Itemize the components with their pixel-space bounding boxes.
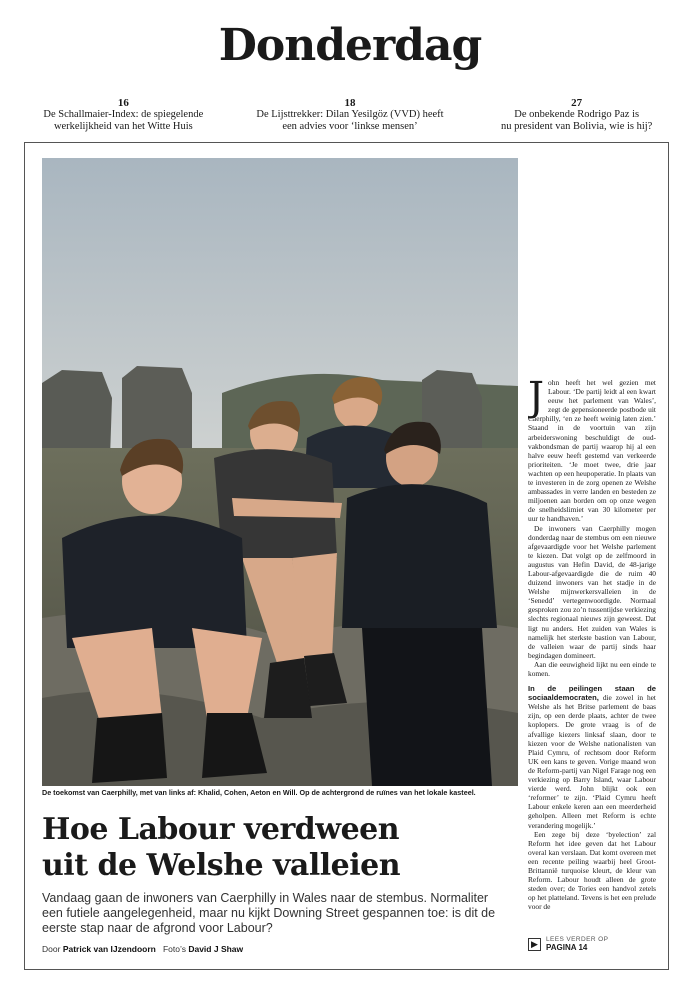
drop-cap: J xyxy=(528,378,545,420)
article-body xyxy=(528,378,656,918)
masthead: Donderdag xyxy=(218,20,482,71)
paragraph-text: ohn heeft het wel gezien met Labour. ‘De partij leidt al een kwart eeuw het parlement van Wales’, zegt de gepensioneerde postbode uit Caerphilly, ‘en ze heeft weinig laten zien.’ Staand in de voortuin van zijn arbeiderswoning beschuldigt de oud-vakbondsman de partij waarop hij al een halve eeuw heeft gestemd van verkeerde prioriteiten. ‘Je moet twee, drie jaar wachten op een heupoperatie. In plaats van te investeren in de zorg openen ze Welshe ambassades in verre landen en besteden ze miljoenen aan borden om op onze wegen de snelheidslimiet van 30 kilometer per uur te handhaven.’ xyxy=(528,378,656,524)
teaser-page-number: 18 xyxy=(344,97,356,109)
teaser-text: De Lijsttrekker: Dilan Yesilgöz (VVD) heeft xyxy=(256,109,444,120)
article-subhead: In de peilingen staan de sociaaldemocraten, xyxy=(528,684,656,703)
article-intro: Vandaag gaan de inwoners van Caerphilly in Wales naar de stembus. Normaliter een futiele aangelegenheid, maar nu kijkt Downing Street gespannen toe: is dit de eerste stap naar de afgrond voor Labour? xyxy=(42,891,496,935)
teaser-page-number: 27 xyxy=(571,97,583,109)
article-paragraph xyxy=(528,378,656,524)
readmore-label: LEES VERDER OP xyxy=(546,936,609,943)
headline-line: uit de Welshe valleien xyxy=(42,848,401,883)
byline-label: Door xyxy=(42,944,61,954)
teaser-bar xyxy=(10,97,690,133)
article-paragraph: Een zege bij deze ‘byelection’ zal Reform het idee geven dat het Labour overal kan verslaan. Dat komt overeen met een recente peiling waarbij heel Groot-Brittannië turquoise kleurt, de kleur van Reform. Labour houdt alleen de grote steden over; de Tories een handvol zetels op het platteland. Tevens is het een prelude voor de xyxy=(528,829,656,912)
article-photo xyxy=(42,158,518,786)
arrow-right-icon: ▶ xyxy=(528,938,541,951)
photograph-icon xyxy=(42,158,518,786)
article-paragraph: De inwoners van Caerphilly mogen donderdag naar de stembus om een nieuwe afgevaardigde voor het Welshe parlement te kiezen. Dat volgt op de zelfmoord in augustus van Hefin David, de 48-jarige Labour-afgevaardigde die de ruim 40 duizend inwoners van het stadje in de Welshe mijnwerkersvalleien in de ‘Senedd’ vertegenwoordigde. Normaal gesproken zou zo’n tussentijdse verkiezing slechts regionaal nieuws zijn geweest. Dat ligt nu anders. Het zuiden van Wales is namelijk het sterkste bastion van Labour, de valleien waar de partij sinds haar begindagen domineert. xyxy=(528,523,656,660)
teaser-text: De onbekende Rodrigo Paz is xyxy=(514,109,640,120)
headline-line: Hoe Labour verdween xyxy=(42,812,400,847)
teaser-text: werkelijkheid van het Witte Huis xyxy=(53,121,193,132)
byline-photographer: David J Shaw xyxy=(188,944,244,954)
continue-reading-link[interactable] xyxy=(528,936,608,952)
photo-caption: De toekomst van Caerphilly, met van links af: Khalid, Cohen, Aeton en Will. Op de achtergrond de ruïnes van het lokale kasteel. xyxy=(42,788,476,797)
teaser-text: nu president van Bolivia, wie is hij? xyxy=(501,121,653,132)
article-headline xyxy=(42,812,512,884)
byline xyxy=(42,944,512,954)
article-paragraph xyxy=(528,684,656,830)
byline-label: Foto’s xyxy=(162,944,186,954)
teaser-text: een advies voor ‘linkse mensen’ xyxy=(282,121,418,132)
teaser-text: De Schallmaier-Index: de spiegelende xyxy=(43,109,204,120)
teaser-link[interactable] xyxy=(237,97,464,133)
teaser-link[interactable] xyxy=(10,97,237,133)
teaser-link[interactable] xyxy=(463,97,690,133)
teaser-page-number: 16 xyxy=(117,97,129,109)
article-paragraph: Aan die eeuwigheid lijkt nu een einde te komen. xyxy=(528,659,656,678)
readmore-page: PAGINA 14 xyxy=(546,943,588,952)
paragraph-text: die zowel in het Welshe als het Britse parlement de baas zijn, op een derde plaats, achter de twee koplopers. De grote vraag is of de afvallige kiezers linksaf slaan, door te kiezen voor de Welshe nationalisten van Plaid Cymru, of rechtsom door Reform UK een kans te geven. Vorige maand won de Reform-partij van Nigel Farage nog een verkiezing op Barry Island, waar Labour vierde werd. John blijkt ook een ‘reformer’ te zijn. ‘Plaid Cymru heeft Labour enkele keren aan een meerderheid geholpen. Alleen met Reform is echte verandering mogelijk.’ xyxy=(528,693,656,830)
byline-author: Patrick van IJzendoorn xyxy=(62,944,156,954)
